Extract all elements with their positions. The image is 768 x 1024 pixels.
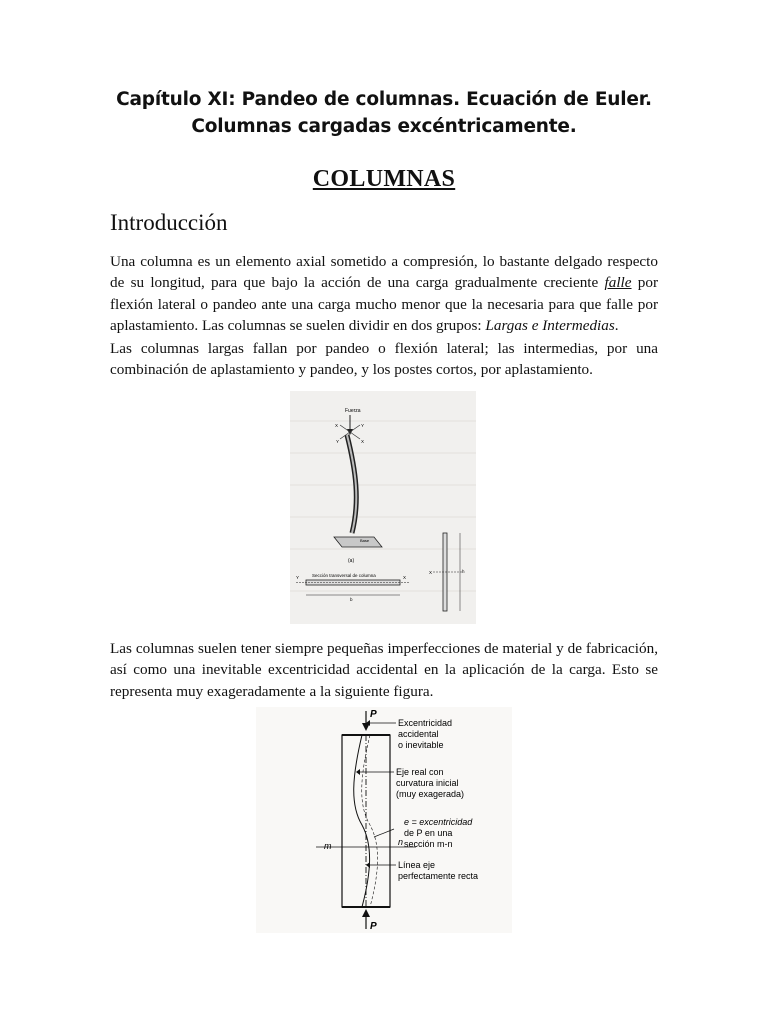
axis-label: Y	[361, 423, 365, 428]
paragraph-line: Las columnas suelen tener siempre pequeñas imperfecciones de material y de fabricación,	[110, 640, 658, 657]
figure-eccentricity	[256, 707, 512, 933]
paragraph-line: Las columnas largas fallan por pandeo o flexión lateral; las intermedias, por una	[110, 340, 658, 357]
paragraph-imperfections	[110, 638, 658, 702]
text-run: de su longitud, para que bajo la acción de una carga gradualmente creciente	[110, 274, 599, 292]
main-heading: COLUMNAS	[312, 166, 456, 192]
dimension-label: h	[462, 569, 465, 574]
annotation-line: accidental	[398, 729, 439, 739]
label-m: m	[324, 841, 332, 851]
load-arrow-bottom	[362, 909, 370, 917]
paragraph-types	[110, 338, 658, 381]
dimension-label: b	[350, 597, 353, 602]
force-label: Fuerza	[345, 408, 361, 414]
load-p-bottom: P	[370, 921, 377, 932]
axis-label: X	[361, 439, 365, 444]
annotation-line: Eje real con	[396, 767, 444, 777]
annotation-line: (muy exagerada)	[396, 789, 465, 799]
annotation-line: perfectamente recta	[398, 871, 479, 881]
paragraph-line	[110, 272, 658, 293]
axis-label: X	[335, 423, 339, 428]
paragraph-line: representa muy exageradamente a la siguiente figura.	[110, 682, 434, 700]
paragraph-line	[110, 315, 658, 336]
paragraph-line: combinación de aplastamiento y pandeo, y los postes cortos, por aplastamiento.	[110, 361, 593, 379]
annotation-line: de P en una	[404, 828, 453, 838]
section-heading: Introducción	[110, 210, 228, 235]
annotation-line: sección m-n	[404, 839, 453, 849]
axis-label: X	[403, 575, 407, 580]
chapter-title	[60, 86, 708, 140]
label-n: n	[398, 837, 404, 847]
load-p-top: P	[370, 709, 377, 720]
annotation-line: e = excentricidad	[404, 817, 473, 827]
emphasis-groups: Largas e Intermedias	[485, 316, 615, 334]
curved-axis	[354, 735, 370, 907]
section-label: Sección transversal de columna	[312, 573, 376, 578]
annotation-line: curvatura inicial	[396, 778, 459, 788]
figure-column-buckling-drawing	[290, 391, 476, 624]
paragraph-line: así como una inevitable excentricidad accidental en la aplicación de la carga. Esto se	[110, 661, 658, 679]
text-run: .	[614, 316, 619, 334]
paragraph-intro	[110, 251, 658, 336]
axis-label: X	[429, 570, 433, 575]
emphasis-falle: falle	[604, 274, 632, 292]
figure-column-buckling	[290, 391, 476, 624]
figure-caption: (a)	[348, 558, 355, 564]
base-label: Base	[360, 538, 370, 543]
paragraph-line: flexión lateral o pandeo ante una carga mucho menor que la necesaria para que falle por	[110, 295, 658, 313]
annotation-line: o inevitable	[398, 740, 444, 750]
text-run: por	[637, 274, 659, 292]
axis-label: Y	[296, 575, 300, 580]
axis-label: Y	[336, 439, 340, 444]
annotation-line: Línea eje	[398, 860, 436, 870]
text-run: aplastamiento. Las columnas se suelen dividir en dos grupos:	[110, 316, 482, 334]
column-base	[334, 537, 382, 547]
figure-eccentricity-drawing	[256, 707, 512, 933]
chapter-title-line-1: Capítulo XI: Pandeo de columnas. Ecuación de Euler.	[116, 89, 652, 110]
paragraph-line: Una columna es un elemento axial sometido a compresión, lo bastante delgado respecto	[110, 253, 658, 270]
annotation-line: Excentricidad	[398, 718, 453, 728]
chapter-title-line-2: Columnas cargadas excéntricamente.	[191, 116, 577, 137]
